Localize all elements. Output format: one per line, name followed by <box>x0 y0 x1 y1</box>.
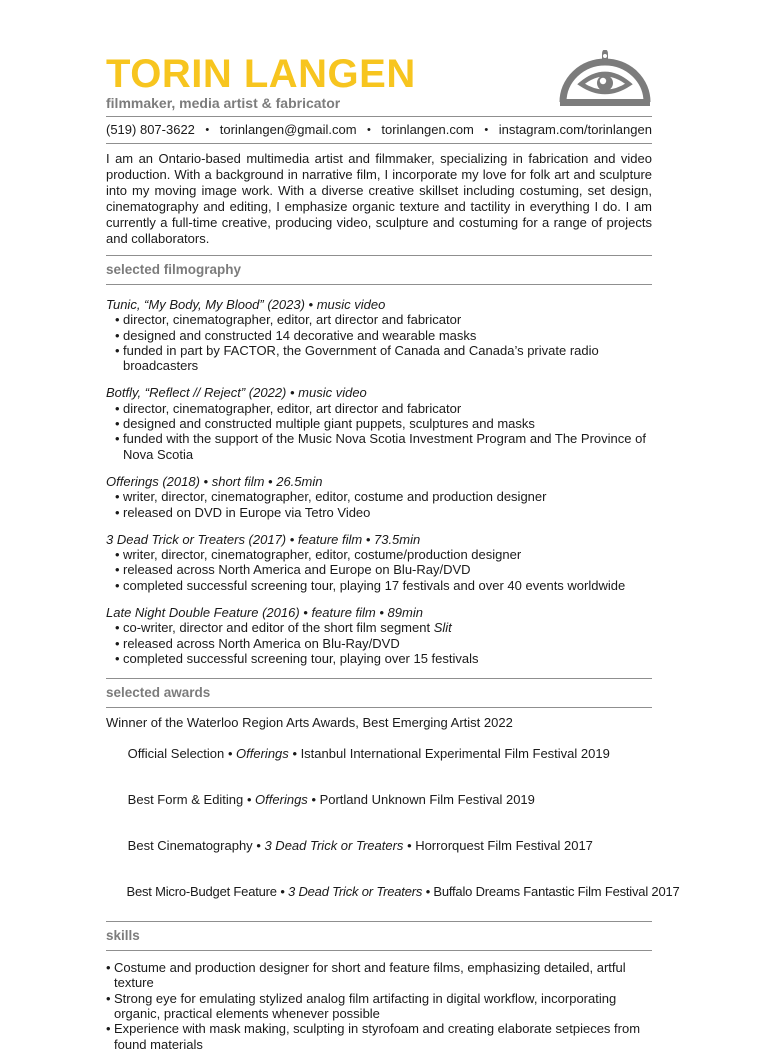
film-entry <box>106 474 652 520</box>
artist-name: TORIN LANGEN <box>106 52 416 96</box>
instagram-link[interactable]: instagram.com/torinlangen <box>498 122 652 137</box>
award-festival: Portland Unknown Film Festival 2019 <box>319 791 535 807</box>
award-item <box>106 868 680 914</box>
film-credit <box>115 620 652 635</box>
award-festival: Horrorquest Film Festival 2017 <box>415 837 593 853</box>
film-credit: • completed successful screening tour, playing over 15 festivals <box>115 651 652 666</box>
award-name: Best Micro-Budget Feature <box>126 883 277 899</box>
film-title: 3 Dead Trick or Treaters (2017) • feature film • 73.5min <box>106 531 421 547</box>
award-film: • Offerings • <box>224 745 301 761</box>
phone-number: (519) 807-3622 <box>106 122 195 137</box>
film-credit: • writer, director, cinematographer, editor, costume and production designer <box>115 489 652 504</box>
skill-item: • Strong eye for emulating stylized analog film artifacting in digital workflow, incorporating organic, practical elements whenever possible <box>106 991 652 1022</box>
award-name: Winner of the Waterloo Region Arts Awards, Best Emerging Artist 2022 <box>106 715 513 731</box>
film-entry <box>106 532 652 593</box>
artist-tagline: filmmaker, media artist & fabricator <box>106 95 341 111</box>
film-title: Tunic, “My Body, My Blood” (2023) • music video <box>106 297 386 312</box>
award-name: Best Cinematography <box>127 837 253 853</box>
award-item <box>106 776 652 822</box>
bio-paragraph: I am an Ontario-based multimedia artist and filmmaker, specializing in fabrication and video production. With a background in narrative film, I incorporate my love for folk art and sculpture into my moving image work. With a diverse creative skillset including costuming, set design, cinematography and editing, I emphasize organic texture and tactility in everything I do. I am currently a full-time creative, producing video, sculpture and costuming for a range of projects and collaborators. <box>106 151 652 246</box>
credit-text: co-writer, director and editor of the short film segment <box>123 620 431 636</box>
skills-list <box>106 951 652 1052</box>
film-credit: • funded with the support of the Music Nova Scotia Investment Program and The Province of Nova Scotia <box>115 431 652 462</box>
film-credit: • director, cinematographer, editor, art director and fabricator <box>115 312 652 327</box>
film-credit: • designed and constructed 14 decorative and wearable masks <box>115 328 652 343</box>
separator-dot: • <box>205 124 210 136</box>
eye-dome-icon <box>557 50 653 110</box>
skill-item: • Experience with mask making, sculpting in styrofoam and creating elaborate setpieces from found materials <box>106 1021 652 1052</box>
film-title: Offerings (2018) • short film • 26.5min <box>106 473 323 489</box>
awards-heading: selected awards <box>106 685 211 701</box>
film-entry <box>106 297 652 373</box>
award-festival: Istanbul International Experimental Film Festival 2019 <box>300 745 610 761</box>
film-credit: • director, cinematographer, editor, art director and fabricator <box>115 401 652 416</box>
award-film: • 3 Dead Trick or Treaters • <box>276 883 434 899</box>
film-entry <box>106 385 652 461</box>
resume-header <box>106 54 652 116</box>
separator-dot: • <box>367 124 371 136</box>
filmography-list <box>106 285 652 678</box>
film-credit: • funded in part by FACTOR, the Government of Canada and Canada’s private radio broadcasters <box>115 343 652 374</box>
award-item <box>106 731 652 777</box>
film-credit: • released on DVD in Europe via Tetro Video <box>115 505 652 520</box>
website-link[interactable]: torinlangen.com <box>381 122 474 137</box>
skills-heading: skills <box>106 928 140 944</box>
skill-item: • Costume and production designer for short and feature films, emphasizing detailed, artful texture <box>106 960 652 991</box>
award-name: Official Selection <box>127 745 225 761</box>
contact-line <box>106 117 652 143</box>
film-credit: • released across North America on Blu-Ray/DVD <box>115 636 652 651</box>
email-link[interactable]: torinlangen@gmail.com <box>219 122 357 137</box>
film-credit: • designed and constructed multiple giant puppets, sculptures and masks <box>115 416 652 431</box>
film-title: Botfly, “Reflect // Reject” (2022) • music video <box>106 385 367 401</box>
resume-page <box>106 52 680 1052</box>
contact-divider <box>106 143 652 144</box>
segment-title: Slit <box>433 620 452 636</box>
film-title: Late Night Double Feature (2016) • feature film • 89min <box>106 605 423 621</box>
film-credit: • released across North America and Europe on Blu-Ray/DVD <box>115 562 652 577</box>
filmography-heading: selected filmography <box>106 262 242 277</box>
awards-list <box>106 708 680 921</box>
film-credit: • completed successful screening tour, playing 17 festivals and over 40 events worldwide <box>115 578 652 593</box>
film-entry <box>106 605 652 666</box>
film-credit: • writer, director, cinematographer, editor, costume/production designer <box>115 547 652 562</box>
award-film: • Offerings • <box>243 791 320 807</box>
award-festival: Buffalo Dreams Fantastic Film Festival 2017 <box>433 883 680 899</box>
award-item <box>106 822 652 868</box>
award-item <box>106 715 652 730</box>
award-name: Best Form & Editing <box>127 791 244 807</box>
separator-dot: • <box>484 124 489 136</box>
award-film: • 3 Dead Trick or Treaters • <box>252 837 416 853</box>
